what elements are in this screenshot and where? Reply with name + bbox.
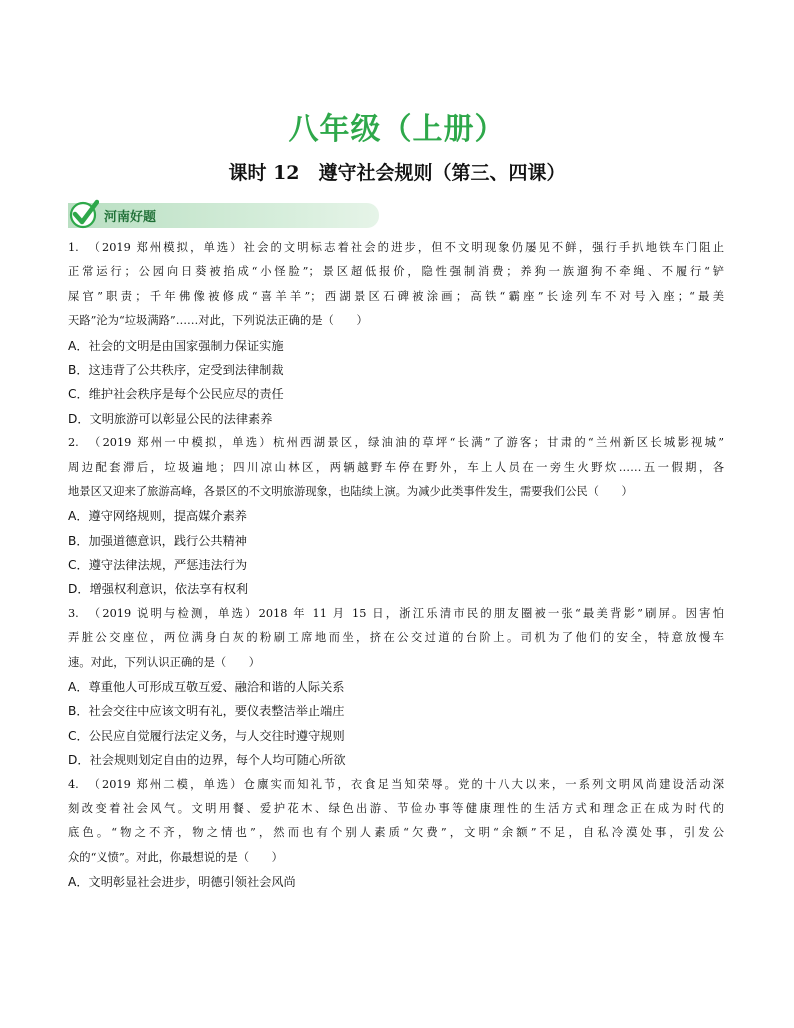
- question-text-line: 弄脏公交座位，两位满身白灰的粉刷工席地而坐，挤在公交过道的台阶上。司机为了他们的安全，特意放慢车: [68, 631, 724, 645]
- option-d: D．社会规则划定自由的边界，每个人均可随心所欲: [68, 753, 346, 768]
- option-c: C．遵守法律法规，严惩违法行为: [68, 558, 248, 573]
- option-b: B．加强道德意识，践行公共精神: [68, 533, 247, 548]
- option-b: B．这违背了公共秩序，定受到法律制裁: [68, 362, 284, 377]
- question-text-line: 周边配套滞后，垃圾遍地；四川凉山林区，两辆越野车停在野外，车上人员在一旁生火野炊……五一假期，各: [68, 460, 724, 474]
- option-d: D．文明旅游可以彰显公民的法律素养: [68, 411, 273, 426]
- question-text-line: 屎官”职责；千年佛像被修成“喜羊羊”；西湖景区石碑被涂画；高铁“霸座”长途列车不对号入座；“最美: [68, 289, 724, 303]
- option-a: A．尊重他人可形成互敬互爱、融洽和谐的人际关系: [68, 680, 345, 695]
- question-text-line: 天路”沦为“垃圾满路”……对此，下列说法正确的是（ ）: [68, 314, 368, 328]
- option-a: A．文明彰显社会进步，明德引领社会风尚: [68, 875, 296, 890]
- option-a: A．遵守网络规则，提高媒介素养: [68, 509, 247, 524]
- question-text-line: 众的“义愤”。对此，你最想说的是（ ）: [68, 850, 283, 864]
- option-a: A．社会的文明是由国家强制力保证实施: [68, 338, 284, 353]
- question-text-line: 3. （2019 说明与检测，单选）2018 年 11 月 15 日，浙江乐清市民的朋友圈被一张“最美背影”刷屏。因害怕: [68, 606, 724, 620]
- question-3: [68, 602, 724, 773]
- question-text-line: 2. （2019 郑州一中模拟，单选）杭州西湖景区，绿油油的草坪“长满”了游客；甘肃的“兰州新区长城影视城”: [68, 436, 724, 450]
- question-2: [68, 431, 724, 602]
- question-text-line: 1. （2019 郑州模拟，单选）社会的文明标志着社会的进步，但不文明现象仍屡见不鲜，强行手扒地铁车门阻止: [68, 241, 724, 254]
- option-d: D．增强权利意识，依法享有权利: [68, 582, 249, 597]
- question-1: [68, 236, 724, 431]
- page-title: 八年级（上册）: [288, 112, 506, 147]
- question-text-line: 速。对此，下列认识正确的是（ ）: [68, 655, 261, 669]
- question-text-line: 正常运行；公园向日葵被掐成“小怪脸”；景区超低报价，隐性强制消费；养狗一族遛狗不牵绳、不履行“铲: [68, 265, 724, 279]
- question-text-line: 底色。“物之不齐，物之情也”，然而也有个别人素质“欠费”，文明“余额”不足，自私冷漠处事，引发公: [68, 826, 724, 840]
- question-list: [68, 236, 724, 895]
- question-text-line: 4. （2019 郑州二模，单选）仓廪实而知礼节，衣食足当知荣辱。党的十八大以来，一系列文明风尚建设活动深: [68, 777, 724, 791]
- check-icon: [69, 198, 99, 230]
- option-c: C．公民应自觉履行法定义务，与人交往时遵守规则: [68, 728, 345, 743]
- option-b: B．社会交往中应该文明有礼，要仪表整洁举止端庄: [68, 704, 345, 719]
- option-c: C．维护社会秩序是每个公民应尽的责任: [68, 387, 284, 402]
- question-text-line: 地景区又迎来了旅游高峰，各景区的不文明旅游现象，也陆续上演。为减少此类事件发生，需要我们公民（ ）: [68, 484, 633, 498]
- section-label: 河南好题: [104, 210, 157, 225]
- lesson-subtitle: 课时 12 遵守社会规则（第三、四课）: [228, 162, 566, 184]
- question-4: [68, 773, 724, 895]
- question-text-line: 刻改变着社会风气。文明用餐、爱护花木、绿色出游、节俭办事等健康理性的生活方式和理念正在成为时代的: [68, 801, 724, 815]
